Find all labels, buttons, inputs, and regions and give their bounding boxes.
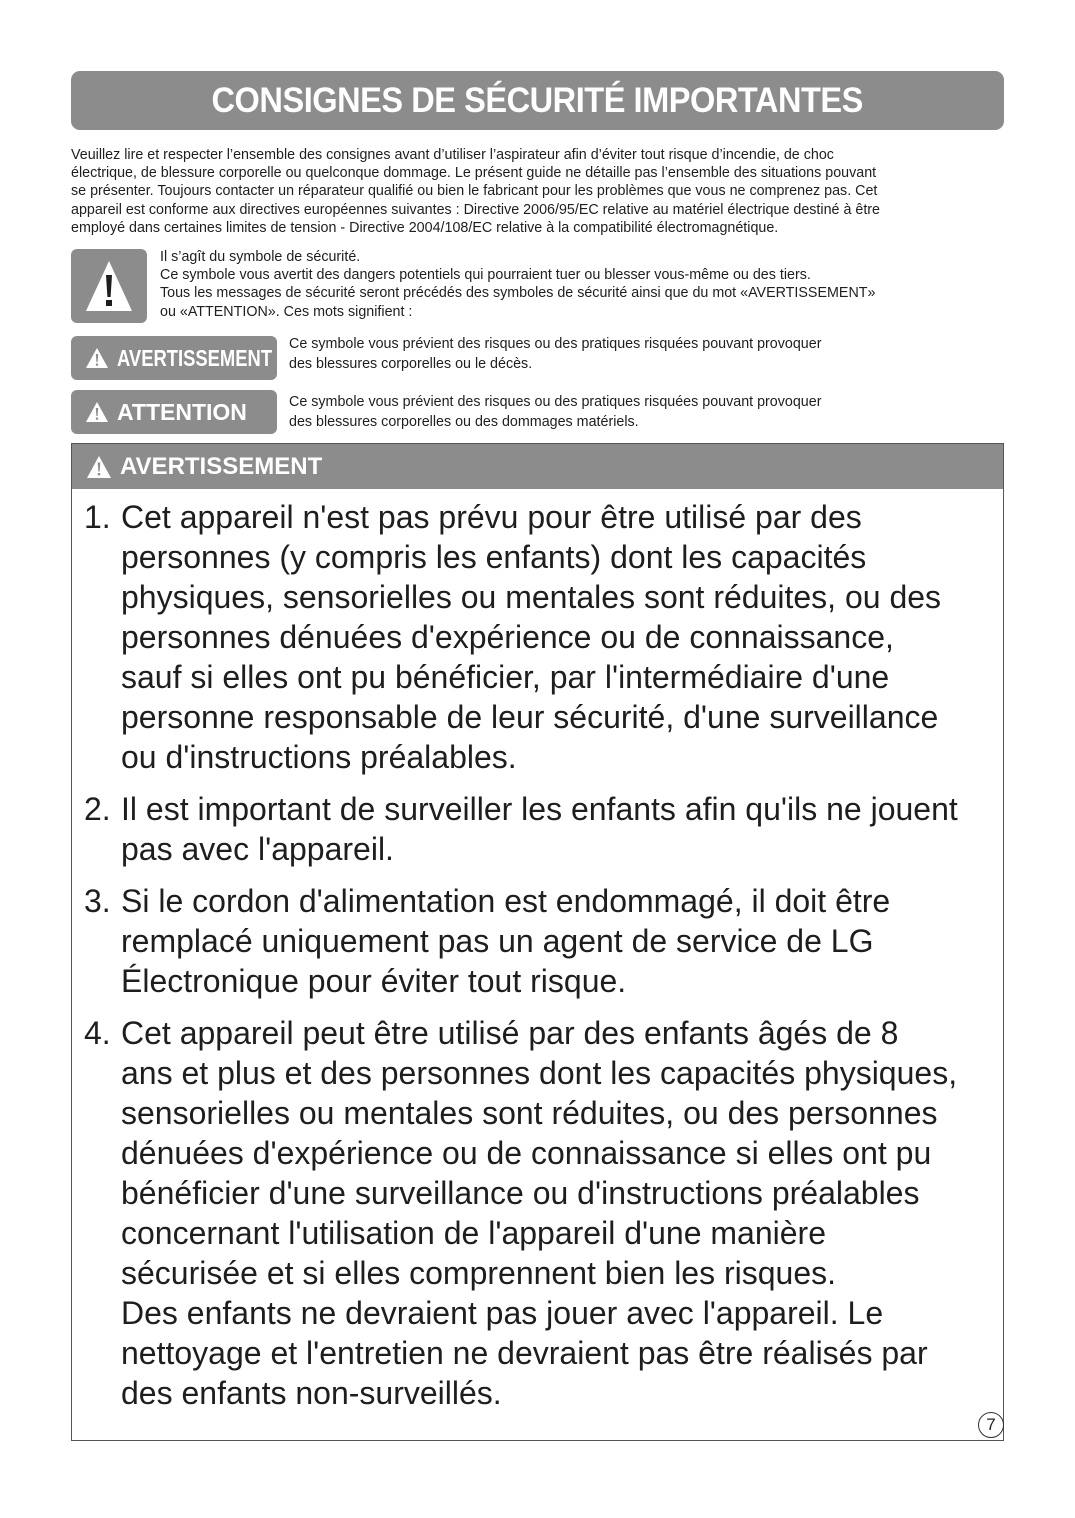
intro-line: employé dans certaines limites de tension - Directive 2004/108/EC relative à la compatibilité électromagnétique. (71, 219, 779, 236)
desc-line: des blessures corporelles ou des dommages matériels. (289, 413, 639, 430)
item-line: pas avec l'appareil. (121, 831, 394, 867)
intro-line: appareil est conforme aux directives européennes suivantes : Directive 2006/95/EC relative au matériel électrique destiné à être (71, 201, 881, 218)
item-line: ou d'instructions préalables. (121, 739, 517, 775)
item-line: dénuées d'expérience ou de connaissance si elles ont pu (121, 1135, 932, 1171)
safety-symbol-box (71, 249, 147, 323)
avertissement-badge (71, 336, 277, 380)
warning-list (84, 497, 1000, 1425)
attention-badge (71, 390, 277, 434)
intro-line: électrique, de blessure corporelle ou quelconque dommage. Le présent guide ne détaille pas l’ensemble des situations pouvant (71, 165, 877, 182)
desc-line: Ce symbole vous prévient des risques ou des pratiques risquées pouvant provoquer (289, 394, 822, 410)
item-line: Il est important de surveiller les enfants afin qu'ils ne jouent (121, 791, 958, 827)
warning-section-header (72, 444, 1003, 489)
avertissement-label: AVERTISSEMENT (117, 344, 273, 371)
attention-description (289, 393, 929, 432)
item-line: Électronique pour éviter tout risque. (121, 963, 627, 999)
item-line: personne responsable de leur sécurité, d'une surveillance (121, 699, 939, 735)
exclamation-icon (84, 259, 134, 313)
list-item (84, 497, 1000, 777)
avertissement-description (289, 335, 929, 374)
warning-section (71, 443, 1004, 1441)
item-line: Des enfants ne devraient pas jouer avec l'appareil. Le (121, 1295, 884, 1331)
item-line: ans et plus et des personnes dont les capacités physiques, (121, 1055, 958, 1091)
item-line: sécurisée et si elles comprennent bien les risques. (121, 1255, 837, 1291)
warning-triangle-icon (85, 347, 109, 369)
list-item (84, 881, 1000, 1001)
item-line: bénéficier d'une surveillance ou d'instructions préalables (121, 1175, 920, 1211)
symbol-line: Ce symbole vous avertit des dangers potentiels qui pourraient tuer ou blesser vous-même ou des tiers. (160, 267, 811, 284)
item-line: sauf si elles ont pu bénéficier, par l'intermédiaire d'une (121, 659, 890, 695)
page-title: CONSIGNES DE SÉCURITÉ IMPORTANTES (211, 80, 864, 120)
item-line: personnes dénuées d'expérience ou de connaissance, (121, 619, 894, 655)
list-item (84, 1013, 1000, 1413)
warning-section-title: AVERTISSEMENT (120, 452, 323, 480)
page-number: 7 (978, 1412, 1004, 1438)
symbol-line: ou «ATTENTION». Ces mots signifient : (160, 303, 413, 320)
title-banner (71, 71, 1004, 130)
warning-triangle-icon (86, 455, 112, 479)
list-item (84, 789, 1000, 869)
item-line: des enfants non-surveillés. (121, 1375, 502, 1411)
item-line: Cet appareil n'est pas prévu pour être utilisé par des (121, 499, 862, 535)
item-number: 1. (84, 499, 111, 535)
intro-line: Veuillez lire et respecter l’ensemble des consignes avant d’utiliser l’aspirateur afin d’éviter tout risque d’incendie, de choc (71, 147, 834, 163)
desc-line: Ce symbole vous prévient des risques ou des pratiques risquées pouvant provoquer (289, 336, 822, 352)
item-line: Cet appareil peut être utilisé par des enfants âgés de 8 (121, 1015, 899, 1051)
intro-paragraph (71, 146, 1006, 237)
safety-symbol-explanation (160, 248, 1005, 321)
intro-line: se présenter. Toujours contacter un réparateur qualifié ou bien le fabricant pour les problèmes que vous ne comprenez pas. Cet (71, 183, 878, 200)
warning-triangle-icon (85, 401, 109, 423)
item-number: 3. (84, 883, 111, 919)
desc-line: des blessures corporelles ou le décès. (289, 355, 533, 372)
item-line: personnes (y compris les enfants) dont les capacités (121, 539, 867, 575)
item-line: sensorielles ou mentales sont réduites, ou des personnes (121, 1095, 938, 1131)
item-number: 2. (84, 791, 111, 827)
item-line: remplacé uniquement pas un agent de service de LG (121, 923, 874, 959)
item-line: nettoyage et l'entretien ne devraient pas être réalisés par (121, 1335, 928, 1371)
symbol-line: Il s’agît du symbole de sécurité. (160, 249, 361, 265)
symbol-line: Tous les messages de sécurité seront précédés des symboles de sécurité ainsi que du mot «AVERTISSEMENT» (160, 285, 876, 302)
item-line: concernant l'utilisation de l'appareil d'une manière (121, 1215, 826, 1251)
item-line: Si le cordon d'alimentation est endommagé, il doit être (121, 883, 891, 919)
attention-label: ATTENTION (117, 398, 247, 425)
item-line: physiques, sensorielles ou mentales sont réduites, ou des (121, 579, 942, 615)
item-number: 4. (84, 1015, 111, 1051)
